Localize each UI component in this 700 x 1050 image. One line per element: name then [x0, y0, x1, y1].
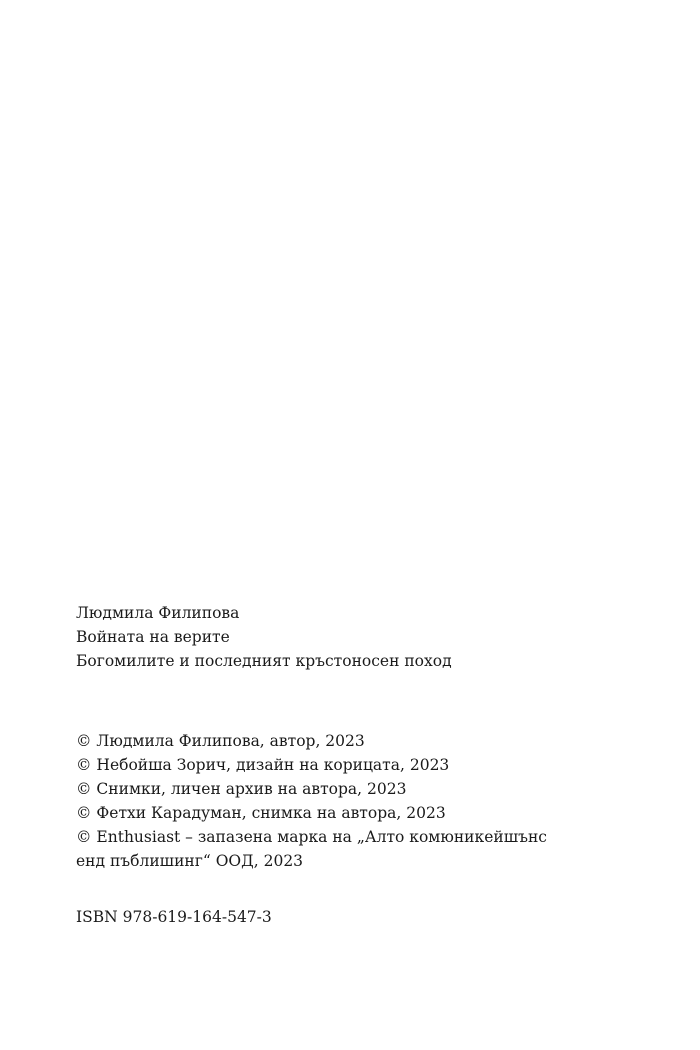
isbn-block [76, 905, 676, 929]
book-title: Войната на верите [76, 628, 230, 646]
copyright-line: © Людмила Филипова, автор, 2023 [76, 732, 365, 750]
isbn-number: ISBN 978-619-164-547-3 [76, 908, 272, 926]
book-title-block [76, 601, 676, 673]
copyright-line: © Enthusiast – запазена марка на „Алто комюникейшънс [76, 828, 547, 846]
copyright-line: © Снимки, личен архив на автора, 2023 [76, 780, 407, 798]
copyright-notices [76, 729, 676, 873]
copyright-line: енд пъблишинг“ ООД, 2023 [76, 852, 304, 870]
author-name: Людмила Филипова [76, 604, 240, 622]
book-subtitle: Богомилите и последният кръстоносен поход [76, 652, 452, 670]
copyright-line: © Небойша Зорич, дизайн на корицата, 2023 [76, 756, 450, 774]
copyright-line: © Фетхи Карадуман, снимка на автора, 2023 [76, 804, 446, 822]
